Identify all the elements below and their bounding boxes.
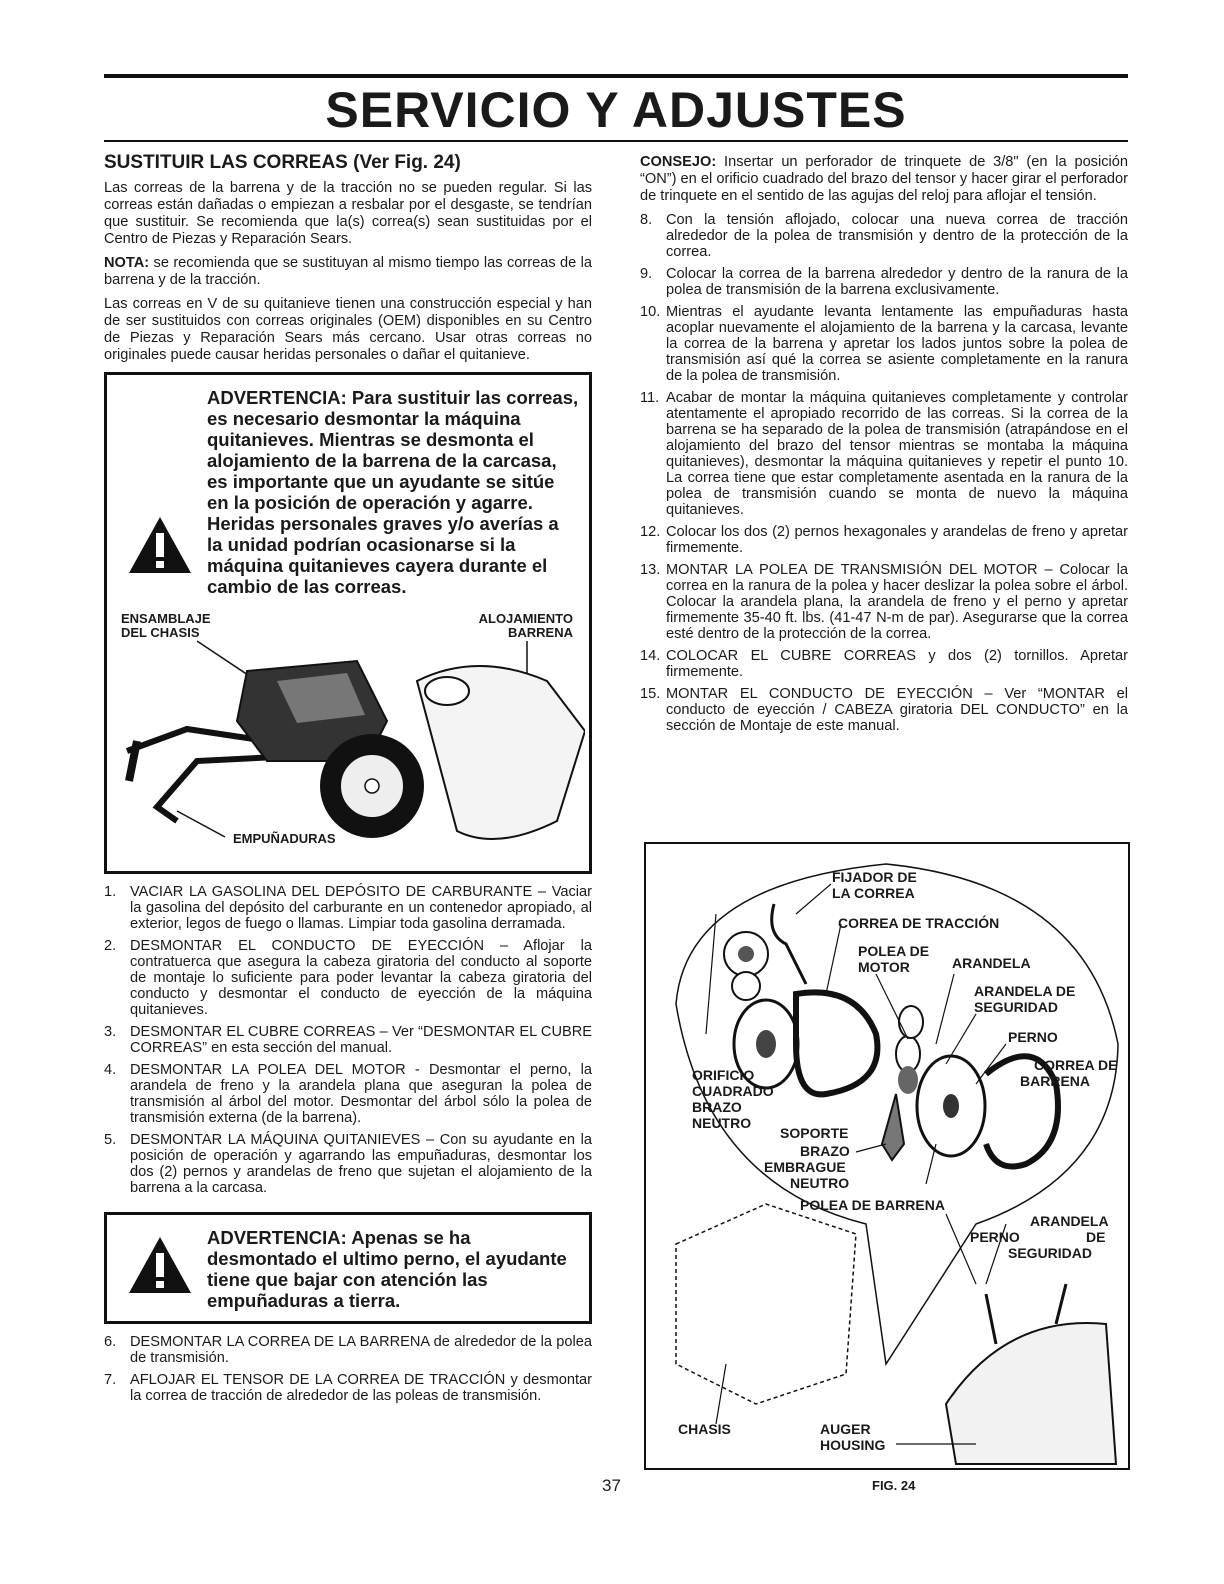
title-rule [104, 140, 1128, 142]
label-square-hole-3: BRAZO [692, 1099, 742, 1115]
list-item: 7. AFLOJAR EL TENSOR DE LA CORREA DE TRACCIÓN y desmontar la correa de tracción de alrededor de las poleas de transmisión. [104, 1372, 592, 1404]
label-bracket-2: BRAZO [800, 1143, 850, 1159]
label-washer: ARANDELA [952, 955, 1031, 971]
section-heading: SUSTITUIR LAS CORREAS (Ver Fig. 24) [104, 152, 461, 173]
list-item: 5. DESMONTAR LA MÁQUINA QUITANIEVES – Con su ayudante en la posición de operación y agarrando las empuñaduras, desmontar los dos (2) pernos y arandelas de freno que sujetan el alojamiento de la barrena a la carcasa. [104, 1132, 592, 1196]
snowblower-drawing [117, 611, 585, 861]
label-engine-pulley-2: MOTOR [858, 959, 910, 975]
list-item: 12. Colocar los dos (2) pernos hexagonales y arandelas de freno y apretar firmemente. [640, 524, 1128, 556]
label-lock-washer-1: ARANDELA DE [974, 983, 1076, 999]
list-item: 13. MONTAR LA POLEA DE TRANSMISIÓN DEL MOTOR – Colocar la correa en la ranura de la polea y hacer deslizar la polea sobre el árbol. Colocar la arandela plana, la arandela de freno y el perno y apretar firmemente 35-40 ft. lbs. (41-47 N-m de par). Asegurarse que la correa esté dentro de la protección de la correa. [640, 562, 1128, 642]
belt-diagram-drawing [646, 844, 1128, 1468]
list-item: 9. Colocar la correa de la barrena alrededor y dentro de la ranura de la polea de transmisión de la barrena exclusivamente. [640, 266, 1128, 298]
list-item: 4. DESMONTAR LA POLEA DEL MOTOR - Desmontar el perno, la arandela de freno y la arandela plana que aseguran la polea de transmisión al árbol del motor. Desmontar del árbol sólo la polea de transmisión externa (de la barrena). [104, 1062, 592, 1126]
label-chassis: CHASIS [678, 1421, 731, 1437]
label-square-hole-4: NEUTRO [692, 1115, 752, 1131]
steps-list-b [104, 1334, 592, 1404]
note-label: NOTA: [104, 255, 150, 271]
right-column [640, 154, 1128, 740]
label-bracket-1: SOPORTE [780, 1125, 849, 1141]
label-auger-pulley: POLEA DE BARRENA [800, 1197, 945, 1213]
list-item: 3. DESMONTAR EL CUBRE CORREAS – Ver “DESMONTAR EL CUBRE CORREAS” en esta sección del manual. [104, 1024, 592, 1056]
note-text: se recomienda que se sustituyan al mismo tiempo las correas de la barrena y de la tracción. [104, 255, 592, 288]
label-traction-belt: CORREA DE TRACCIÓN [838, 915, 1000, 931]
label-de: DE [1086, 1229, 1106, 1245]
list-item: 8. Con la tensión aflojado, colocar una nueva correa de tracción alrededor de la polea de transmisión y dentro de la protección de la correa. [640, 212, 1128, 260]
steps-list-c [640, 212, 1128, 734]
snowblower-figure [117, 611, 579, 861]
tip-label: CONSEJO: [640, 154, 717, 170]
warning-text-1: ADVERTENCIA: Para sustituir las correas, es necesario desmontar la máquina quitanieves. Mientras se desmonta el alojamiento de la barrena de la carcasa, es importante que un ayudante se sitúe en la posición de operación y agarre. Heridas personales graves y/o averías a la unidad podrían ocasionarse si la máquina quitanieves cayera durante el cambio de las correas. [207, 387, 579, 597]
label-square-hole-1: ORIFICIO [692, 1067, 755, 1083]
label-auger-housing-2: HOUSING [820, 1437, 886, 1453]
label-bolt-2: PERNO [970, 1229, 1020, 1245]
label-lock-washer-2: SEGURIDAD [974, 999, 1059, 1015]
label-belt-retainer-1: FIJADOR DE [832, 869, 917, 885]
label-washer-2: ARANDELA [1030, 1213, 1109, 1229]
list-item: 6. DESMONTAR LA CORREA DE LA BARRENA de alrededor de la polea de transmisión. [104, 1334, 592, 1366]
label-chassis-1: ENSAMBLAJE [121, 611, 211, 626]
label-housing-1: ALOJAMIENTO [478, 611, 573, 626]
label-bracket-3: EMBRAGUE [764, 1159, 846, 1175]
label-lock-washer-3: SEGURIDAD [1008, 1245, 1093, 1261]
label-auger-belt-1: CORREA DE [1034, 1057, 1118, 1073]
belts-paragraph: Las correas en V de su quitanieve tienen una construcción especial y han de ser sustituidos con correas originales (OEM) disponibles en su Centro de Piezas y Reparación Sears más cercano. Usar otras correas no originales puede causar heridas personales o dañar el quitanieve. [104, 296, 592, 363]
list-item: 2. DESMONTAR EL CONDUCTO DE EYECCIÓN – Aflojar la contratuerca que asegura la cabeza giratoria del conducto al soporte de montaje lo suficiente para poder levantar la cabeza giratoria del conducto y desmontar el conducto de eyección de la máquina quitanieves. [104, 938, 592, 1018]
intro-paragraph: Las correas de la barrena y de la tracción no se pueden regular. Si las correas están dañadas o empiezan a resbalar por el desgaste, se tendrían que sustituir. Se recomienda que la(s) correa(s) sean sustituidas por el Centro de Piezas y Reparación Sears. [104, 180, 592, 247]
list-item: 15. MONTAR EL CONDUCTO DE EYECCIÓN – Ver “MONTAR el conducto de eyección / CABEZA giratoria DEL CONDUCTO” en la sección de Montaje de este manual. [640, 686, 1128, 734]
list-item: 10. Mientras el ayudante levanta lentamente las empuñaduras hasta acoplar nuevamente el alojamiento de la barrena y la carcasa, levante la correa de la barrena y apretar los lados juntos sobre la polea de transmisión así qué la correa se asiente completamente en la ranura de la polea de transmisión. [640, 304, 1128, 384]
list-item: 1. VACIAR LA GASOLINA DEL DEPÓSITO DE CARBURANTE – Vaciar la gasolina del depósito del carburante en un contenedor apropiado, al exterior, legos de fuego o llamas. Limpiar toda gasolina derramada. [104, 884, 592, 932]
label-auger-belt-2: BARRENA [1020, 1073, 1090, 1089]
label-bracket-4: NEUTRO [790, 1175, 850, 1191]
label-engine-pulley-1: POLEA DE [858, 943, 930, 959]
page-title: SERVICIO Y ADJUSTES [325, 82, 907, 138]
label-auger-housing-1: AUGER [820, 1421, 871, 1437]
note-paragraph [104, 255, 592, 289]
label-bolt: PERNO [1008, 1029, 1058, 1045]
tip-paragraph [640, 154, 1128, 205]
page-number: 37 [602, 1476, 621, 1495]
label-belt-retainer-2: LA CORREA [832, 885, 915, 901]
figure-caption: FIG. 24 [872, 1478, 916, 1493]
warning-triangle-icon [127, 515, 193, 575]
warning-triangle-icon [127, 1235, 193, 1295]
label-handles: EMPUÑADURAS [233, 831, 336, 846]
warning-box-1 [104, 372, 592, 874]
label-housing-2: BARRENA [508, 625, 573, 640]
list-item: 11. Acabar de montar la máquina quitanieves completamente y controlar atentamente el apropiado recorrido de las correas. Si la correa de la barrena se ha separado de la polea de transmisión (atrapándose en el alojamiento del brazo del tensor mientras se montaba la máquina quitanieves), desmontar la máquina quitanieves y repetir el punto 10. La correa tiene que estar completamente asentada en la ranura de la polea de transmisión cuando se monta de nuevo la máquina quitanieves. [640, 390, 1128, 518]
steps-list-a [104, 884, 592, 1196]
belt-diagram-figure [644, 842, 1130, 1470]
label-chassis-2: DEL CHASIS [121, 625, 200, 640]
label-square-hole-2: CUADRADO [692, 1083, 774, 1099]
tip-text: Insertar un perforador de trinquete de 3/8" (en la posición “ON”) en el orificio cuadrado del brazo del tensor y hacer girar el perforador de trinquete en el sentido de las agujas del reloj para aflojar el tensión. [640, 154, 1128, 204]
warning-box-2 [104, 1212, 592, 1324]
left-column [104, 152, 592, 1410]
list-item: 14. COLOCAR EL CUBRE CORREAS y dos (2) tornillos. Apretar firmemente. [640, 648, 1128, 680]
top-rule [104, 74, 1128, 78]
warning-text-2: ADVERTENCIA: Apenas se ha desmontado el ultimo perno, el ayudante tiene que bajar con atención las empuñaduras a tierra. [207, 1227, 567, 1311]
